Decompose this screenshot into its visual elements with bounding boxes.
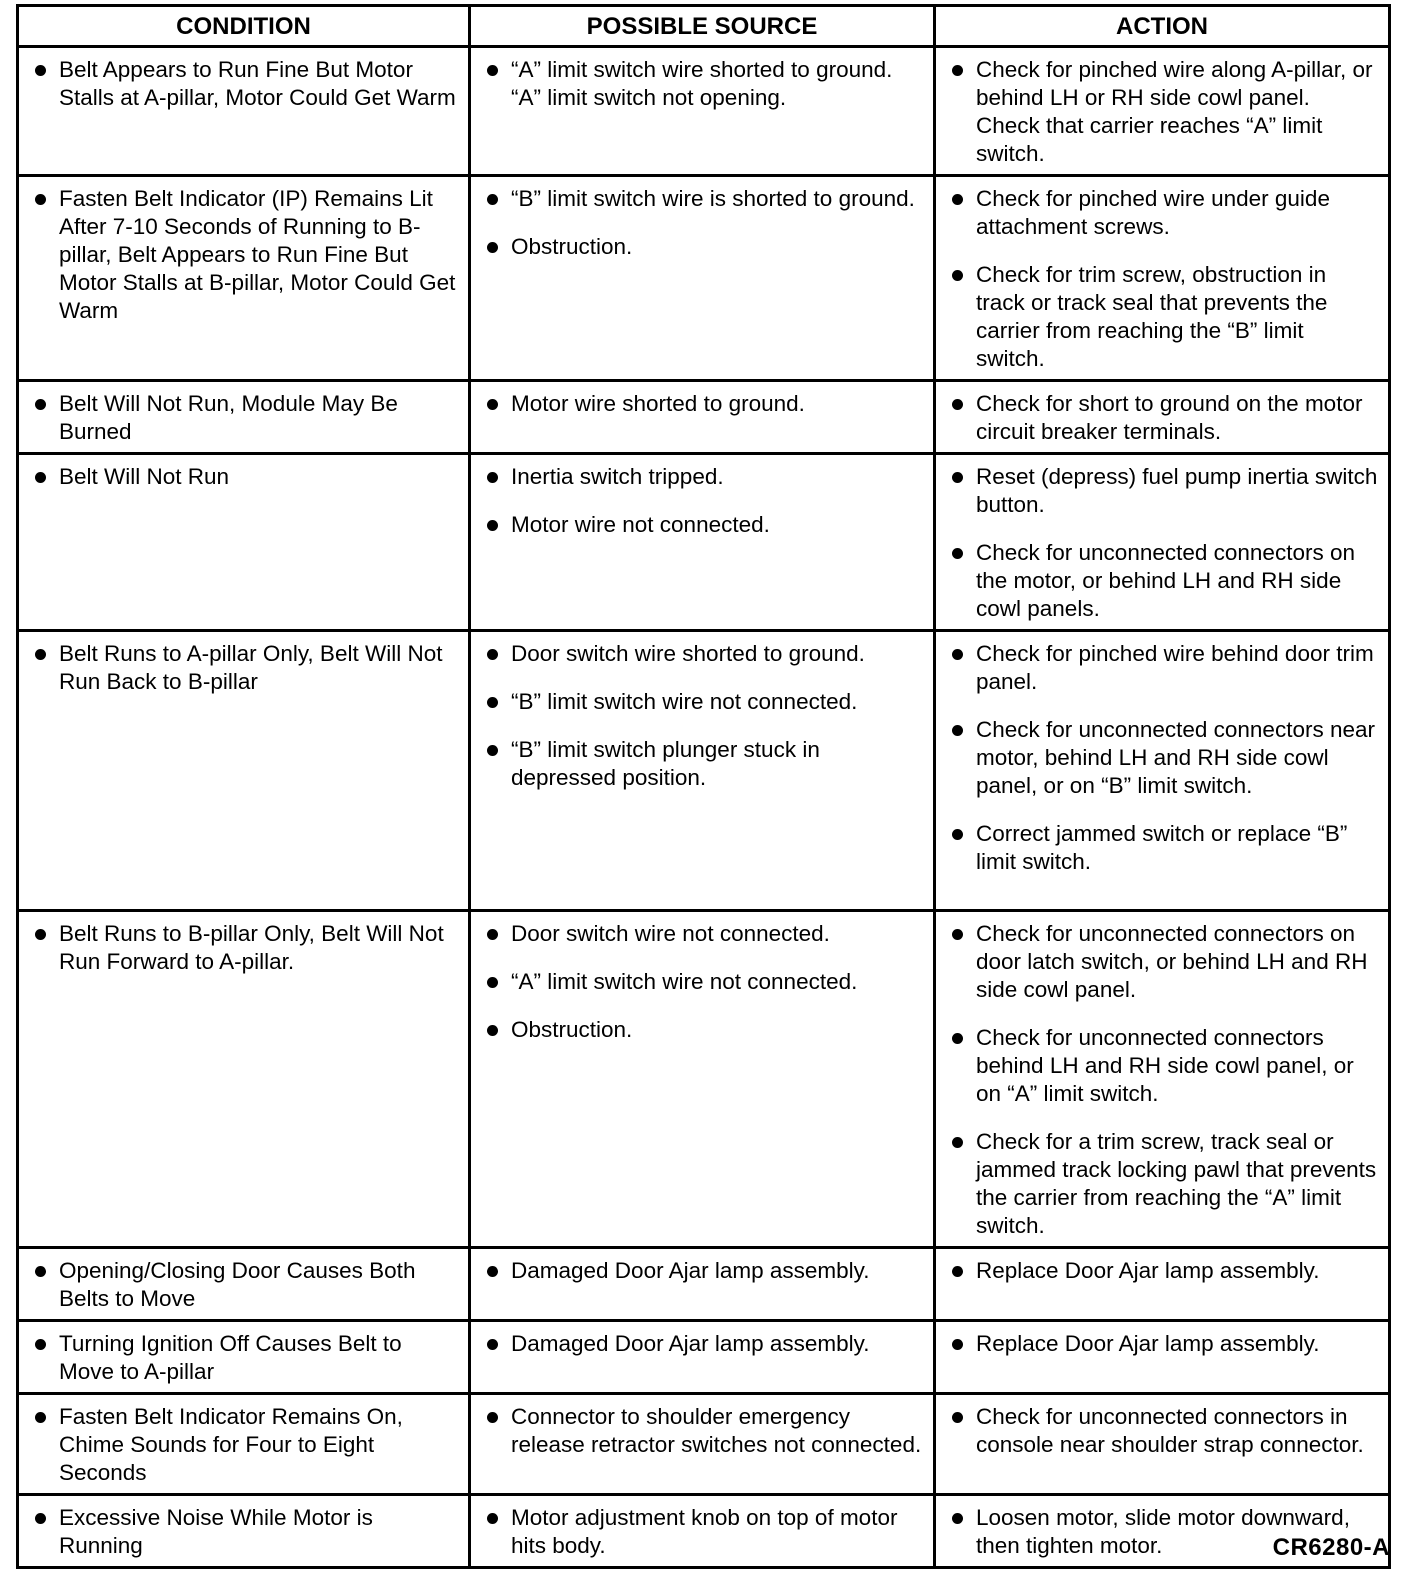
source-item: “B” limit switch wire is shorted to ground. [481,185,923,213]
table-row [18,454,1390,631]
action-item: Check for unconnected connectors behind LH and RH side cowl panel, or on “A” limit switch. [946,1024,1378,1108]
source-cell [470,1321,935,1394]
source-item: “A” limit switch wire not connected. [481,968,923,996]
condition-cell [18,381,470,454]
header-possible-source: POSSIBLE SOURCE [470,6,935,47]
action-item: Check for pinched wire along A-pillar, or behind LH or RH side cowl panel. Check that carrier reaches “A” limit switch. [946,56,1378,168]
condition-cell [18,1394,470,1495]
action-item: Check for unconnected connectors on the motor, or behind LH and RH side cowl panels. [946,539,1378,623]
action-cell [935,454,1390,631]
condition-cell [18,1321,470,1394]
source-cell [470,1495,935,1568]
source-item: “B” limit switch wire not connected. [481,688,923,716]
table-row [18,381,1390,454]
condition-cell [18,176,470,381]
condition-cell [18,1248,470,1321]
action-item: Replace Door Ajar lamp assembly. [946,1330,1378,1358]
condition-text: Belt Will Not Run [29,463,458,491]
condition-text: Turning Ignition Off Causes Belt to Move to A-pillar [29,1330,458,1386]
table-row [18,1248,1390,1321]
action-cell [935,176,1390,381]
diagnosis-table [16,4,1391,1569]
header-condition: CONDITION [18,6,470,47]
source-item: Motor wire not connected. [481,511,923,539]
source-cell [470,911,935,1248]
action-cell [935,1321,1390,1394]
action-item: Check for a trim screw, track seal or jammed track locking pawl that prevents the carrier from reaching the “A” limit switch. [946,1128,1378,1240]
condition-text: Belt Runs to A-pillar Only, Belt Will Not Run Back to B-pillar [29,640,458,696]
source-cell [470,1394,935,1495]
source-cell [470,631,935,911]
condition-text: Opening/Closing Door Causes Both Belts to Move [29,1257,458,1313]
action-cell [935,1394,1390,1495]
source-item: “B” limit switch plunger stuck in depressed position. [481,736,923,792]
table-row [18,47,1390,176]
action-item: Check for unconnected connectors near motor, behind LH and RH side cowl panel, or on “B” limit switch. [946,716,1378,800]
source-cell [470,176,935,381]
condition-cell [18,47,470,176]
source-item: Obstruction. [481,233,923,261]
condition-text: Belt Runs to B-pillar Only, Belt Will Not Run Forward to A-pillar. [29,920,458,976]
source-item: “A” limit switch wire shorted to ground. “A” limit switch not opening. [481,56,923,112]
condition-text: Belt Will Not Run, Module May Be Burned [29,390,458,446]
figure-id: CR6280-A [1272,1534,1390,1561]
source-cell [470,381,935,454]
condition-cell [18,631,470,911]
table-row [18,631,1390,911]
header-action: ACTION [935,6,1390,47]
source-item: Damaged Door Ajar lamp assembly. [481,1330,923,1358]
action-item: Replace Door Ajar lamp assembly. [946,1257,1378,1285]
condition-text: Fasten Belt Indicator Remains On, Chime Sounds for Four to Eight Seconds [29,1403,458,1487]
table-row [18,1495,1390,1568]
action-item: Loosen motor, slide motor downward, then tighten motor. [946,1504,1378,1560]
condition-text: Belt Appears to Run Fine But Motor Stalls at A-pillar, Motor Could Get Warm [29,56,458,112]
table-row [18,1394,1390,1495]
condition-cell [18,454,470,631]
action-item: Check for unconnected connectors in console near shoulder strap connector. [946,1403,1378,1459]
action-cell [935,911,1390,1248]
source-item: Motor wire shorted to ground. [481,390,923,418]
table-row [18,911,1390,1248]
action-item: Correct jammed switch or replace “B” limit switch. [946,820,1378,876]
source-item: Damaged Door Ajar lamp assembly. [481,1257,923,1285]
source-item: Door switch wire not connected. [481,920,923,948]
action-cell [935,381,1390,454]
table-row [18,176,1390,381]
condition-text: Excessive Noise While Motor is Running [29,1504,458,1560]
action-cell [935,47,1390,176]
source-cell [470,1248,935,1321]
action-item: Check for pinched wire behind door trim panel. [946,640,1378,696]
action-cell [935,631,1390,911]
source-item: Obstruction. [481,1016,923,1044]
action-item: Reset (depress) fuel pump inertia switch button. [946,463,1378,519]
action-item: Check for unconnected connectors on door latch switch, or behind LH and RH side cowl panel. [946,920,1378,1004]
condition-cell [18,911,470,1248]
source-cell [470,454,935,631]
table-row [18,1321,1390,1394]
condition-text: Fasten Belt Indicator (IP) Remains Lit After 7-10 Seconds of Running to B-pillar, Belt Appears to Run Fine But Motor Stalls at B-pillar, Motor Could Get Warm [29,185,458,325]
source-item: Motor adjustment knob on top of motor hits body. [481,1504,923,1560]
action-item: Check for trim screw, obstruction in track or track seal that prevents the carrier from reaching the “B” limit switch. [946,261,1378,373]
source-item: Inertia switch tripped. [481,463,923,491]
action-item: Check for short to ground on the motor circuit breaker terminals. [946,390,1378,446]
source-item: Connector to shoulder emergency release retractor switches not connected. [481,1403,923,1459]
table-header-row [18,6,1390,47]
condition-cell [18,1495,470,1568]
source-cell [470,47,935,176]
action-item: Check for pinched wire under guide attachment screws. [946,185,1378,241]
action-cell [935,1248,1390,1321]
source-item: Door switch wire shorted to ground. [481,640,923,668]
